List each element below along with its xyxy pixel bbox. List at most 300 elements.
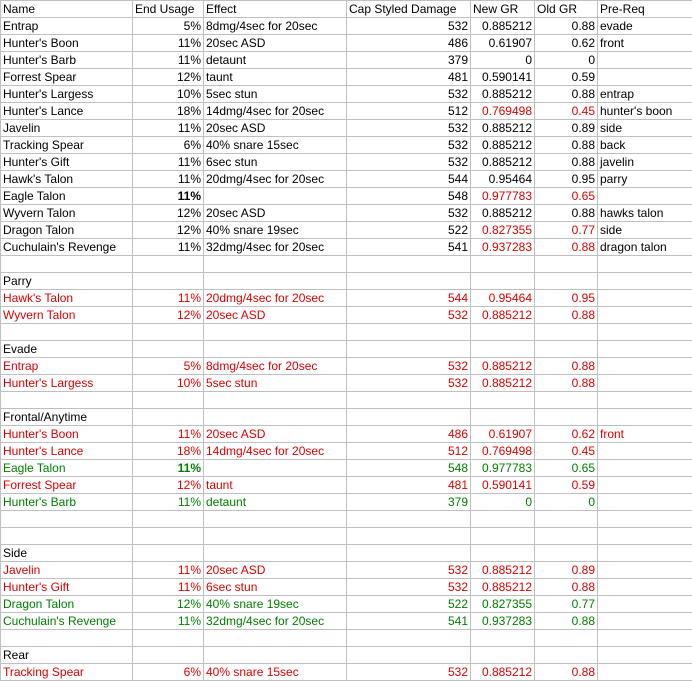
- cell-old-gr[interactable]: 0.88: [535, 137, 598, 154]
- cell-old-gr[interactable]: 0.88: [535, 18, 598, 35]
- cell-cap-damage[interactable]: 486: [347, 426, 471, 443]
- cell-name[interactable]: Tracking Spear: [1, 664, 133, 681]
- section-title-row: [1, 409, 692, 426]
- header-cap-damage[interactable]: Cap Styled Damage: [347, 1, 471, 18]
- cell-name[interactable]: Javelin: [1, 562, 133, 579]
- cell-new-gr[interactable]: 0.590141: [471, 69, 535, 86]
- empty-cell[interactable]: [204, 324, 347, 341]
- cell-new-gr[interactable]: 0.95464: [471, 290, 535, 307]
- cell-end-usage[interactable]: 12%: [133, 477, 204, 494]
- empty-cell[interactable]: [133, 324, 204, 341]
- empty-cell[interactable]: [133, 528, 204, 545]
- cell-cap-damage[interactable]: 532: [347, 664, 471, 681]
- cell-old-gr[interactable]: 0.59: [535, 69, 598, 86]
- cell-old-gr[interactable]: 0.88: [535, 154, 598, 171]
- cell-cap-damage[interactable]: 532: [347, 154, 471, 171]
- empty-cell[interactable]: [204, 647, 347, 664]
- cell-new-gr[interactable]: 0.937283: [471, 613, 535, 630]
- cell-name[interactable]: Hawk's Talon: [1, 171, 133, 188]
- empty-cell[interactable]: [347, 528, 471, 545]
- empty-cell[interactable]: [535, 324, 598, 341]
- empty-cell[interactable]: [535, 511, 598, 528]
- empty-cell[interactable]: [347, 647, 471, 664]
- empty-cell[interactable]: [535, 341, 598, 358]
- cell-cap-damage[interactable]: 532: [347, 137, 471, 154]
- empty-cell[interactable]: [347, 545, 471, 562]
- empty-cell[interactable]: [471, 647, 535, 664]
- cell-end-usage[interactable]: 12%: [133, 205, 204, 222]
- cell-new-gr[interactable]: 0.590141: [471, 477, 535, 494]
- cell-name[interactable]: Hunter's Boon: [1, 426, 133, 443]
- cell-name[interactable]: Cuchulain's Revenge: [1, 613, 133, 630]
- cell-new-gr[interactable]: 0.769498: [471, 103, 535, 120]
- cell-prereq[interactable]: hawks talon: [598, 205, 692, 222]
- empty-cell[interactable]: [204, 528, 347, 545]
- cell-prereq[interactable]: dragon talon: [598, 239, 692, 256]
- cell-end-usage[interactable]: 11%: [133, 426, 204, 443]
- cell-cap-damage[interactable]: 544: [347, 290, 471, 307]
- cell-end-usage[interactable]: 18%: [133, 103, 204, 120]
- empty-cell[interactable]: [133, 341, 204, 358]
- empty-cell[interactable]: [204, 409, 347, 426]
- cell-end-usage[interactable]: 12%: [133, 69, 204, 86]
- cell-name[interactable]: Eagle Talon: [1, 188, 133, 205]
- cell-prereq[interactable]: hunter's boon: [598, 103, 692, 120]
- empty-cell[interactable]: [204, 392, 347, 409]
- cell-end-usage[interactable]: 11%: [133, 562, 204, 579]
- empty-cell[interactable]: [598, 392, 692, 409]
- cell-new-gr[interactable]: 0.885212: [471, 664, 535, 681]
- empty-cell[interactable]: [204, 256, 347, 273]
- cell-effect[interactable]: detaunt: [204, 52, 347, 69]
- section-title-row: [1, 545, 692, 562]
- cell-prereq[interactable]: evade: [598, 18, 692, 35]
- section-title[interactable]: Parry: [1, 273, 133, 290]
- empty-cell[interactable]: [535, 409, 598, 426]
- empty-cell[interactable]: [133, 545, 204, 562]
- empty-cell[interactable]: [598, 273, 692, 290]
- empty-row: [1, 511, 692, 528]
- empty-cell[interactable]: [535, 528, 598, 545]
- cell-new-gr[interactable]: 0.885212: [471, 579, 535, 596]
- table-row: [1, 375, 692, 392]
- cell-effect[interactable]: 8dmg/4sec for 20sec: [204, 358, 347, 375]
- cell-cap-damage[interactable]: 481: [347, 69, 471, 86]
- cell-prereq[interactable]: [598, 460, 692, 477]
- cell-name[interactable]: Hunter's Largess: [1, 86, 133, 103]
- cell-old-gr[interactable]: 0.45: [535, 103, 598, 120]
- cell-name[interactable]: Hawk's Talon: [1, 290, 133, 307]
- empty-cell[interactable]: [204, 511, 347, 528]
- empty-cell[interactable]: [133, 409, 204, 426]
- cell-old-gr[interactable]: 0: [535, 52, 598, 69]
- cell-effect[interactable]: taunt: [204, 69, 347, 86]
- cell-prereq[interactable]: [598, 290, 692, 307]
- cell-end-usage[interactable]: 12%: [133, 222, 204, 239]
- cell-new-gr[interactable]: 0: [471, 494, 535, 511]
- cell-effect[interactable]: 5sec stun: [204, 86, 347, 103]
- cell-effect[interactable]: 20dmg/4sec for 20sec: [204, 171, 347, 188]
- cell-effect[interactable]: 14dmg/4sec for 20sec: [204, 443, 347, 460]
- header-prereq[interactable]: Pre-Req: [598, 1, 692, 18]
- cell-old-gr[interactable]: 0.88: [535, 358, 598, 375]
- cell-cap-damage[interactable]: 512: [347, 103, 471, 120]
- empty-cell[interactable]: [535, 256, 598, 273]
- cell-prereq[interactable]: [598, 307, 692, 324]
- table-row: [1, 239, 692, 256]
- cell-old-gr[interactable]: 0.88: [535, 307, 598, 324]
- empty-row: [1, 324, 692, 341]
- empty-cell[interactable]: [1, 630, 133, 647]
- cell-cap-damage[interactable]: 548: [347, 188, 471, 205]
- empty-cell[interactable]: [471, 630, 535, 647]
- section-title-row: [1, 647, 692, 664]
- table-row: [1, 307, 692, 324]
- cell-effect[interactable]: 40% snare 15sec: [204, 137, 347, 154]
- cell-old-gr[interactable]: 0.77: [535, 222, 598, 239]
- cell-name[interactable]: Forrest Spear: [1, 69, 133, 86]
- cell-old-gr[interactable]: 0.88: [535, 613, 598, 630]
- header-new-gr[interactable]: New GR: [471, 1, 535, 18]
- cell-end-usage[interactable]: 11%: [133, 613, 204, 630]
- cell-prereq[interactable]: [598, 358, 692, 375]
- empty-cell[interactable]: [598, 341, 692, 358]
- empty-cell[interactable]: [133, 392, 204, 409]
- cell-old-gr[interactable]: 0: [535, 494, 598, 511]
- cell-end-usage[interactable]: 11%: [133, 579, 204, 596]
- empty-cell[interactable]: [204, 273, 347, 290]
- empty-cell[interactable]: [535, 392, 598, 409]
- cell-end-usage[interactable]: 11%: [133, 290, 204, 307]
- empty-cell[interactable]: [133, 273, 204, 290]
- empty-cell[interactable]: [471, 341, 535, 358]
- cell-name[interactable]: Hunter's Boon: [1, 35, 133, 52]
- cell-cap-damage[interactable]: 486: [347, 35, 471, 52]
- cell-new-gr[interactable]: 0.885212: [471, 137, 535, 154]
- cell-prereq[interactable]: [598, 375, 692, 392]
- cell-name[interactable]: Javelin: [1, 120, 133, 137]
- cell-end-usage[interactable]: 11%: [133, 154, 204, 171]
- cell-end-usage[interactable]: 11%: [133, 460, 204, 477]
- cell-effect[interactable]: 20sec ASD: [204, 205, 347, 222]
- empty-cell[interactable]: [471, 528, 535, 545]
- cell-cap-damage[interactable]: 532: [347, 205, 471, 222]
- table-row: [1, 222, 692, 239]
- empty-cell[interactable]: [347, 409, 471, 426]
- cell-old-gr[interactable]: 0.88: [535, 579, 598, 596]
- cell-new-gr[interactable]: 0: [471, 52, 535, 69]
- cell-prereq[interactable]: [598, 477, 692, 494]
- empty-cell[interactable]: [471, 511, 535, 528]
- cell-cap-damage[interactable]: 541: [347, 613, 471, 630]
- cell-name[interactable]: Wyvern Talon: [1, 205, 133, 222]
- cell-cap-damage[interactable]: 532: [347, 358, 471, 375]
- cell-prereq[interactable]: [598, 69, 692, 86]
- cell-end-usage[interactable]: 11%: [133, 171, 204, 188]
- cell-new-gr[interactable]: 0.885212: [471, 86, 535, 103]
- empty-cell[interactable]: [347, 324, 471, 341]
- empty-cell[interactable]: [1, 324, 133, 341]
- cell-end-usage[interactable]: 10%: [133, 86, 204, 103]
- cell-old-gr[interactable]: 0.88: [535, 205, 598, 222]
- cell-prereq[interactable]: side: [598, 120, 692, 137]
- section-title[interactable]: Frontal/Anytime: [1, 409, 133, 426]
- cell-effect[interactable]: 32dmg/4sec for 20sec: [204, 239, 347, 256]
- header-name[interactable]: Name: [1, 1, 133, 18]
- empty-cell[interactable]: [133, 511, 204, 528]
- cell-name[interactable]: Hunter's Barb: [1, 52, 133, 69]
- cell-name[interactable]: Hunter's Barb: [1, 494, 133, 511]
- empty-cell[interactable]: [598, 324, 692, 341]
- empty-cell[interactable]: [471, 392, 535, 409]
- cell-effect[interactable]: [204, 460, 347, 477]
- cell-old-gr[interactable]: 0.65: [535, 460, 598, 477]
- cell-end-usage[interactable]: 5%: [133, 18, 204, 35]
- table-row: [1, 613, 692, 630]
- cell-prereq[interactable]: [598, 188, 692, 205]
- empty-cell[interactable]: [471, 545, 535, 562]
- cell-effect[interactable]: taunt: [204, 477, 347, 494]
- cell-new-gr[interactable]: 0.937283: [471, 239, 535, 256]
- cell-end-usage[interactable]: 11%: [133, 120, 204, 137]
- cell-cap-damage[interactable]: 532: [347, 18, 471, 35]
- cell-old-gr[interactable]: 0.89: [535, 562, 598, 579]
- header-end-usage[interactable]: End Usage: [133, 1, 204, 18]
- cell-effect[interactable]: 6sec stun: [204, 579, 347, 596]
- cell-new-gr[interactable]: 0.827355: [471, 596, 535, 613]
- cell-prereq[interactable]: front: [598, 426, 692, 443]
- section-title[interactable]: Side: [1, 545, 133, 562]
- cell-name[interactable]: Entrap: [1, 18, 133, 35]
- cell-new-gr[interactable]: 0.885212: [471, 358, 535, 375]
- empty-cell[interactable]: [1, 528, 133, 545]
- cell-new-gr[interactable]: 0.885212: [471, 562, 535, 579]
- cell-prereq[interactable]: javelin: [598, 154, 692, 171]
- cell-name[interactable]: Hunter's Largess: [1, 375, 133, 392]
- table-row: [1, 35, 692, 52]
- cell-cap-damage[interactable]: 544: [347, 171, 471, 188]
- cell-effect[interactable]: 5sec stun: [204, 375, 347, 392]
- cell-end-usage[interactable]: 18%: [133, 443, 204, 460]
- cell-cap-damage[interactable]: 532: [347, 86, 471, 103]
- empty-cell[interactable]: [535, 647, 598, 664]
- table-row: [1, 494, 692, 511]
- cell-old-gr[interactable]: 0.88: [535, 86, 598, 103]
- empty-cell[interactable]: [204, 341, 347, 358]
- cell-effect[interactable]: 8dmg/4sec for 20sec: [204, 18, 347, 35]
- cell-name[interactable]: Hunter's Gift: [1, 579, 133, 596]
- cell-name[interactable]: Forrest Spear: [1, 477, 133, 494]
- table-row: [1, 18, 692, 35]
- cell-new-gr[interactable]: 0.827355: [471, 222, 535, 239]
- cell-name[interactable]: Entrap: [1, 358, 133, 375]
- cell-old-gr[interactable]: 0.95: [535, 290, 598, 307]
- cell-effect[interactable]: [204, 188, 347, 205]
- cell-cap-damage[interactable]: 512: [347, 443, 471, 460]
- empty-cell[interactable]: [347, 341, 471, 358]
- cell-prereq[interactable]: [598, 562, 692, 579]
- table-row: [1, 460, 692, 477]
- cell-name[interactable]: Dragon Talon: [1, 222, 133, 239]
- cell-old-gr[interactable]: 0.62: [535, 426, 598, 443]
- empty-cell[interactable]: [598, 630, 692, 647]
- cell-end-usage[interactable]: 6%: [133, 137, 204, 154]
- cell-prereq[interactable]: back: [598, 137, 692, 154]
- table-row: [1, 52, 692, 69]
- cell-old-gr[interactable]: 0.65: [535, 188, 598, 205]
- cell-end-usage[interactable]: 11%: [133, 494, 204, 511]
- cell-old-gr[interactable]: 0.88: [535, 375, 598, 392]
- cell-new-gr[interactable]: 0.885212: [471, 375, 535, 392]
- empty-cell[interactable]: [347, 630, 471, 647]
- cell-cap-damage[interactable]: 541: [347, 239, 471, 256]
- cell-new-gr[interactable]: 0.61907: [471, 426, 535, 443]
- cell-effect[interactable]: 20dmg/4sec for 20sec: [204, 290, 347, 307]
- cell-prereq[interactable]: [598, 596, 692, 613]
- empty-cell[interactable]: [133, 256, 204, 273]
- cell-old-gr[interactable]: 0.62: [535, 35, 598, 52]
- empty-cell[interactable]: [347, 392, 471, 409]
- empty-cell[interactable]: [204, 545, 347, 562]
- empty-cell[interactable]: [1, 392, 133, 409]
- empty-cell[interactable]: [204, 630, 347, 647]
- cell-end-usage[interactable]: 12%: [133, 596, 204, 613]
- cell-end-usage[interactable]: 11%: [133, 239, 204, 256]
- cell-new-gr[interactable]: 0.769498: [471, 443, 535, 460]
- header-effect[interactable]: Effect: [204, 1, 347, 18]
- cell-effect[interactable]: 20sec ASD: [204, 35, 347, 52]
- cell-cap-damage[interactable]: 379: [347, 494, 471, 511]
- cell-new-gr[interactable]: 0.885212: [471, 154, 535, 171]
- cell-effect[interactable]: 20sec ASD: [204, 562, 347, 579]
- cell-effect[interactable]: 20sec ASD: [204, 307, 347, 324]
- cell-prereq[interactable]: side: [598, 222, 692, 239]
- empty-cell[interactable]: [1, 256, 133, 273]
- cell-end-usage[interactable]: 11%: [133, 188, 204, 205]
- empty-cell[interactable]: [598, 511, 692, 528]
- empty-cell[interactable]: [471, 256, 535, 273]
- cell-prereq[interactable]: [598, 443, 692, 460]
- cell-cap-damage[interactable]: 522: [347, 596, 471, 613]
- cell-cap-damage[interactable]: 532: [347, 120, 471, 137]
- cell-end-usage[interactable]: 6%: [133, 664, 204, 681]
- cell-name[interactable]: Dragon Talon: [1, 596, 133, 613]
- cell-new-gr[interactable]: 0.885212: [471, 120, 535, 137]
- cell-cap-damage[interactable]: 532: [347, 579, 471, 596]
- cell-old-gr[interactable]: 0.89: [535, 120, 598, 137]
- cell-name[interactable]: Hunter's Lance: [1, 443, 133, 460]
- cell-end-usage[interactable]: 12%: [133, 307, 204, 324]
- cell-name[interactable]: Hunter's Lance: [1, 103, 133, 120]
- section-title-row: [1, 273, 692, 290]
- cell-old-gr[interactable]: 0.88: [535, 239, 598, 256]
- cell-effect[interactable]: 14dmg/4sec for 20sec: [204, 103, 347, 120]
- empty-cell[interactable]: [535, 545, 598, 562]
- cell-effect[interactable]: 6sec stun: [204, 154, 347, 171]
- empty-cell[interactable]: [598, 545, 692, 562]
- cell-cap-damage[interactable]: 532: [347, 375, 471, 392]
- cell-prereq[interactable]: front: [598, 35, 692, 52]
- empty-cell[interactable]: [347, 511, 471, 528]
- cell-end-usage[interactable]: 11%: [133, 52, 204, 69]
- cell-effect[interactable]: detaunt: [204, 494, 347, 511]
- cell-old-gr[interactable]: 0.45: [535, 443, 598, 460]
- cell-old-gr[interactable]: 0.95: [535, 171, 598, 188]
- empty-cell[interactable]: [598, 647, 692, 664]
- cell-new-gr[interactable]: 0.977783: [471, 188, 535, 205]
- cell-new-gr[interactable]: 0.61907: [471, 35, 535, 52]
- cell-effect[interactable]: 40% snare 15sec: [204, 664, 347, 681]
- cell-end-usage[interactable]: 10%: [133, 375, 204, 392]
- cell-effect[interactable]: 20sec ASD: [204, 120, 347, 137]
- cell-cap-damage[interactable]: 548: [347, 460, 471, 477]
- cell-new-gr[interactable]: 0.885212: [471, 18, 535, 35]
- cell-name[interactable]: Hunter's Gift: [1, 154, 133, 171]
- cell-cap-damage[interactable]: 522: [347, 222, 471, 239]
- section-title[interactable]: Evade: [1, 341, 133, 358]
- cell-cap-damage[interactable]: 481: [347, 477, 471, 494]
- cell-old-gr[interactable]: 0.88: [535, 664, 598, 681]
- cell-prereq[interactable]: [598, 613, 692, 630]
- section-title-row: [1, 341, 692, 358]
- cell-old-gr[interactable]: 0.59: [535, 477, 598, 494]
- cell-end-usage[interactable]: 11%: [133, 35, 204, 52]
- empty-cell[interactable]: [535, 273, 598, 290]
- cell-new-gr[interactable]: 0.977783: [471, 460, 535, 477]
- empty-cell[interactable]: [471, 324, 535, 341]
- empty-cell[interactable]: [471, 409, 535, 426]
- cell-name[interactable]: Wyvern Talon: [1, 307, 133, 324]
- cell-effect[interactable]: 40% snare 19sec: [204, 596, 347, 613]
- cell-prereq[interactable]: [598, 664, 692, 681]
- section-title[interactable]: Rear: [1, 647, 133, 664]
- header-old-gr[interactable]: Old GR: [535, 1, 598, 18]
- empty-cell[interactable]: [133, 647, 204, 664]
- cell-effect[interactable]: 20sec ASD: [204, 426, 347, 443]
- empty-cell[interactable]: [598, 256, 692, 273]
- cell-prereq[interactable]: [598, 579, 692, 596]
- cell-cap-damage[interactable]: 532: [347, 307, 471, 324]
- empty-cell[interactable]: [347, 273, 471, 290]
- empty-cell[interactable]: [347, 256, 471, 273]
- cell-new-gr[interactable]: 0.885212: [471, 205, 535, 222]
- empty-cell[interactable]: [598, 409, 692, 426]
- cell-end-usage[interactable]: 5%: [133, 358, 204, 375]
- cell-effect[interactable]: 32dmg/4sec for 20sec: [204, 613, 347, 630]
- cell-new-gr[interactable]: 0.95464: [471, 171, 535, 188]
- empty-cell[interactable]: [598, 528, 692, 545]
- table-row: [1, 171, 692, 188]
- table-row: [1, 137, 692, 154]
- cell-new-gr[interactable]: 0.885212: [471, 307, 535, 324]
- empty-cell[interactable]: [471, 273, 535, 290]
- cell-prereq[interactable]: [598, 52, 692, 69]
- empty-cell[interactable]: [133, 630, 204, 647]
- cell-cap-damage[interactable]: 532: [347, 562, 471, 579]
- cell-name[interactable]: Tracking Spear: [1, 137, 133, 154]
- cell-prereq[interactable]: [598, 494, 692, 511]
- cell-prereq[interactable]: entrap: [598, 86, 692, 103]
- table-row: [1, 86, 692, 103]
- cell-old-gr[interactable]: 0.77: [535, 596, 598, 613]
- cell-effect[interactable]: 40% snare 19sec: [204, 222, 347, 239]
- cell-name[interactable]: Cuchulain's Revenge: [1, 239, 133, 256]
- empty-cell[interactable]: [1, 511, 133, 528]
- empty-cell[interactable]: [535, 630, 598, 647]
- cell-name[interactable]: Eagle Talon: [1, 460, 133, 477]
- cell-prereq[interactable]: parry: [598, 171, 692, 188]
- cell-cap-damage[interactable]: 379: [347, 52, 471, 69]
